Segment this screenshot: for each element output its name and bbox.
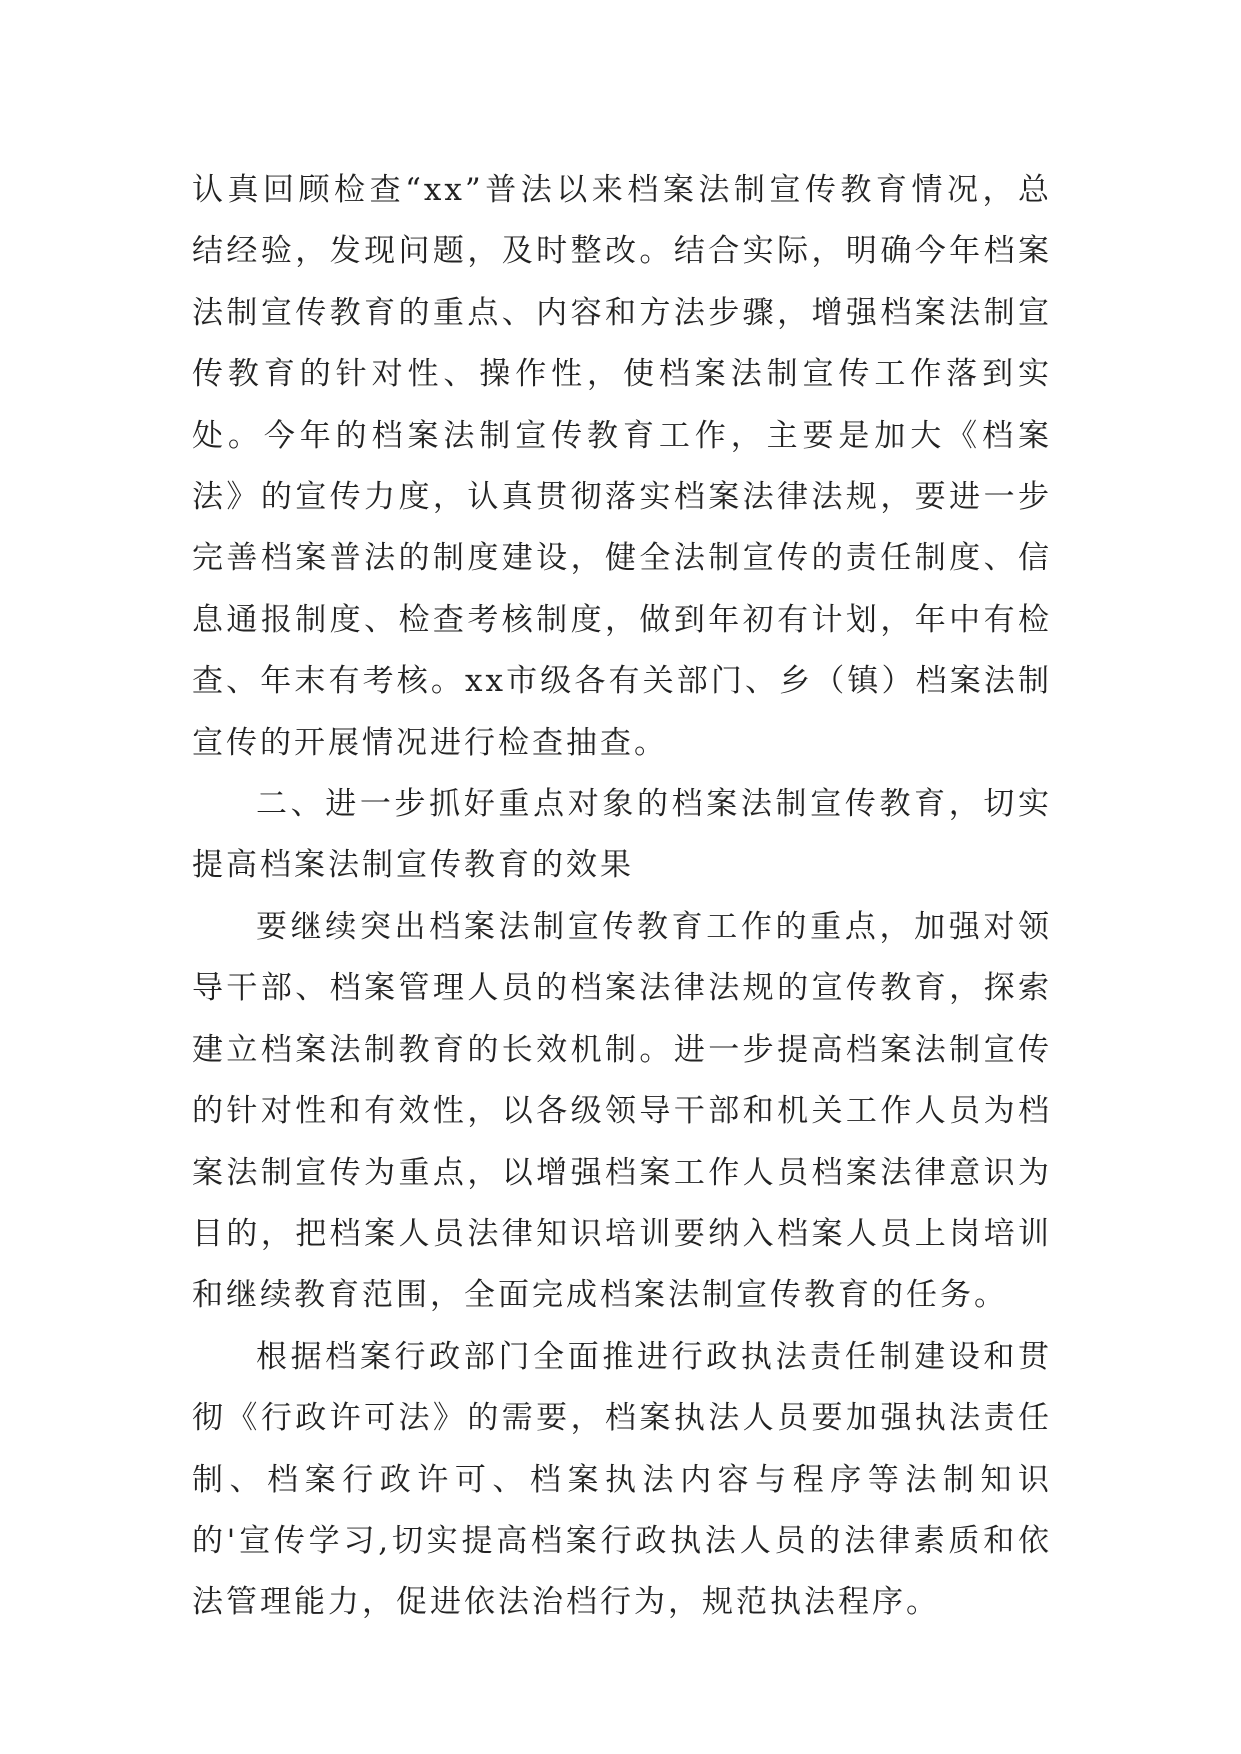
document-body: [192, 160, 1052, 1634]
paragraph-review-inspection: 认真回顾检查“xx”普法以来档案法制宣传教育情况，总结经验，发现问题，及时整改。结合实际，明确今年档案法制宣传教育的重点、内容和方法步骤，增强档案法制宣传教育的针对性、操作性，使档案法制宣传工作落到实处。今年的档案法制宣传教育工作，主要是加大《档案法》的宣传力度，认真贯彻落实档案法律法规，要进一步完善档案普法的制度建设，健全法制宣传的责任制度、信息通报制度、检查考核制度，做到年初有计划，年中有检查、年末有考核。xx市级各有关部门、乡（镇）档案法制宣传的开展情况进行检查抽查。: [192, 172, 1052, 761]
paragraph-law-enforcement: 根据档案行政部门全面推进行政执法责任制建设和贯彻《行政许可法》的需要，档案执法人员要加强执法责任制、档案行政许可、档案执法内容与程序等法制知识的'宣传学习,切实提高档案行政执法人员的法律素质和依法管理能力，促进依法治档行为，规范执法程序。: [192, 1338, 1052, 1621]
section-heading-two: 二、进一步抓好重点对象的档案法制宣传教育，切实提高档案法制宣传教育的效果: [192, 786, 1052, 884]
paragraph-key-targets: 要继续突出档案法制宣传教育工作的重点，加强对领导干部、档案管理人员的档案法律法规的宣传教育，探索建立档案法制教育的长效机制。进一步提高档案法制宣传的针对性和有效性，以各级领导干部和机关工作人员为档案法制宣传为重点，以增强档案工作人员档案法律意识为目的，把档案人员法律知识培训要纳入档案人员上岗培训和继续教育范围，全面完成档案法制宣传教育的任务。: [192, 908, 1052, 1314]
